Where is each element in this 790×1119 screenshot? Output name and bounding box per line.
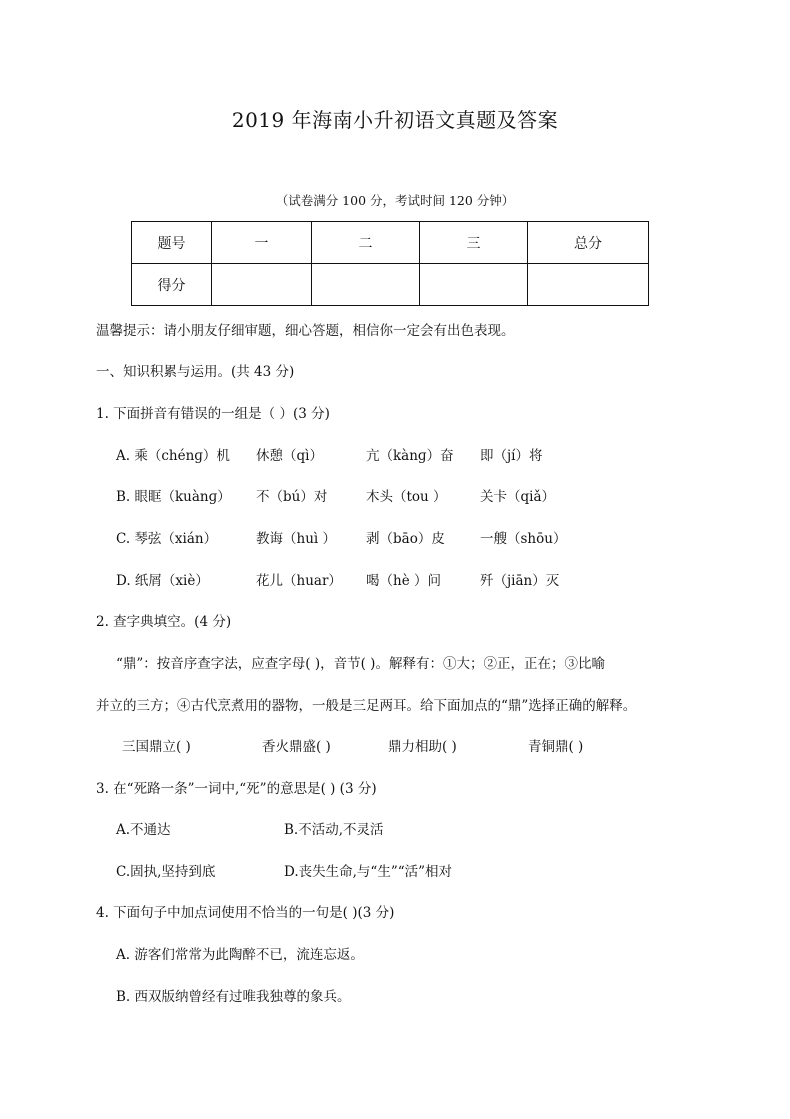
q1-option-d-2: 花儿（huar） <box>256 573 342 589</box>
q1-option-c-2: 教诲（huì ） <box>256 531 336 547</box>
score-header-cell: 三 <box>420 222 528 264</box>
q1-option-d-4: 歼（jiān）灭 <box>480 573 560 589</box>
q1-option-b-2: 不（bú）对 <box>256 489 328 505</box>
q1-option-b-3: 木头（tou ） <box>366 489 447 505</box>
exam-info: （试卷满分 100 分，考试时间 120 分钟） <box>275 193 515 208</box>
q1-option-c-1: C. 琴弦（xián） <box>116 531 218 547</box>
question-2-paragraph: “鼎”：按音序查字法，应查字母( )，音节( )。解释有：①大；②正，正在；③比喻 <box>116 656 605 672</box>
q3-option-c: C.固执,坚持到底 <box>116 864 216 880</box>
q4-option-a: A. 游客们常常为此陶醉不已，流连忘返。 <box>116 947 364 963</box>
q1-option-c-3: 剥（bāo）皮 <box>366 531 445 547</box>
question-3-stem: 3. 在“死路一条”一词中,“死”的意思是( ) (3 分) <box>96 781 377 797</box>
score-table-score-row <box>132 264 649 306</box>
score-table-header-row <box>132 222 649 264</box>
score-header-cell: 一 <box>212 222 312 264</box>
q1-option-a-4: 即（jí）将 <box>480 448 543 464</box>
q2-item-4: 青铜鼎( ) <box>528 739 584 755</box>
score-cell <box>420 264 528 306</box>
q1-option-a-1: A. 乘（chénɡ）机 <box>116 448 230 464</box>
q3-option-b: B.不活动,不灵活 <box>284 822 384 838</box>
score-cell <box>212 264 312 306</box>
tip-text: 温馨提示：请小朋友仔细审题，细心答题，相信你一定会有出色表现。 <box>96 323 515 339</box>
question-2-paragraph: 并立的三方；④古代烹煮用的器物，一般是三足两耳。给下面加点的“鼎”选择正确的解释。 <box>96 698 637 714</box>
section-heading: 一、知识积累与运用。(共 43 分) <box>96 364 295 380</box>
question-1-stem: 1. 下面拼音有错误的一组是（ ）(3 分) <box>96 406 330 422</box>
question-4-stem: 4. 下面句子中加点词使用不恰当的一句是( )(3 分) <box>96 905 395 921</box>
score-row-label: 得分 <box>132 264 212 306</box>
q3-option-d: D.丧失生命,与“生”“活”相对 <box>284 864 453 880</box>
score-header-cell: 题号 <box>132 222 212 264</box>
q1-option-d-3: 喝（hè ）问 <box>366 573 441 589</box>
q1-option-b-1: B. 眼眶（kuànɡ） <box>116 489 231 505</box>
question-2-stem: 2. 查字典填空。(4 分) <box>96 614 232 630</box>
page-title: 2019 年海南小升初语文真题及答案 <box>231 108 559 132</box>
score-header-cell: 二 <box>312 222 420 264</box>
q3-option-a: A.不通达 <box>116 822 171 838</box>
score-cell <box>312 264 420 306</box>
score-header-cell: 总分 <box>528 222 649 264</box>
q4-option-b: B. 西双版纳曾经有过唯我独尊的象兵。 <box>116 989 351 1005</box>
score-cell <box>528 264 649 306</box>
q1-option-b-4: 关卡（qiǎ） <box>480 489 556 505</box>
q1-option-c-4: 一艘（shōu） <box>480 531 567 547</box>
q1-option-d-1: D. 纸屑（xiè） <box>116 573 209 589</box>
q2-item-2: 香火鼎盛( ) <box>262 739 331 755</box>
q2-item-1: 三国鼎立( ) <box>122 739 191 755</box>
q1-option-a-3: 亢（kànɡ）奋 <box>366 448 454 464</box>
q1-option-a-2: 休憩（qì） <box>256 448 323 464</box>
q2-item-3: 鼎力相助( ) <box>388 739 457 755</box>
score-table <box>131 221 649 306</box>
